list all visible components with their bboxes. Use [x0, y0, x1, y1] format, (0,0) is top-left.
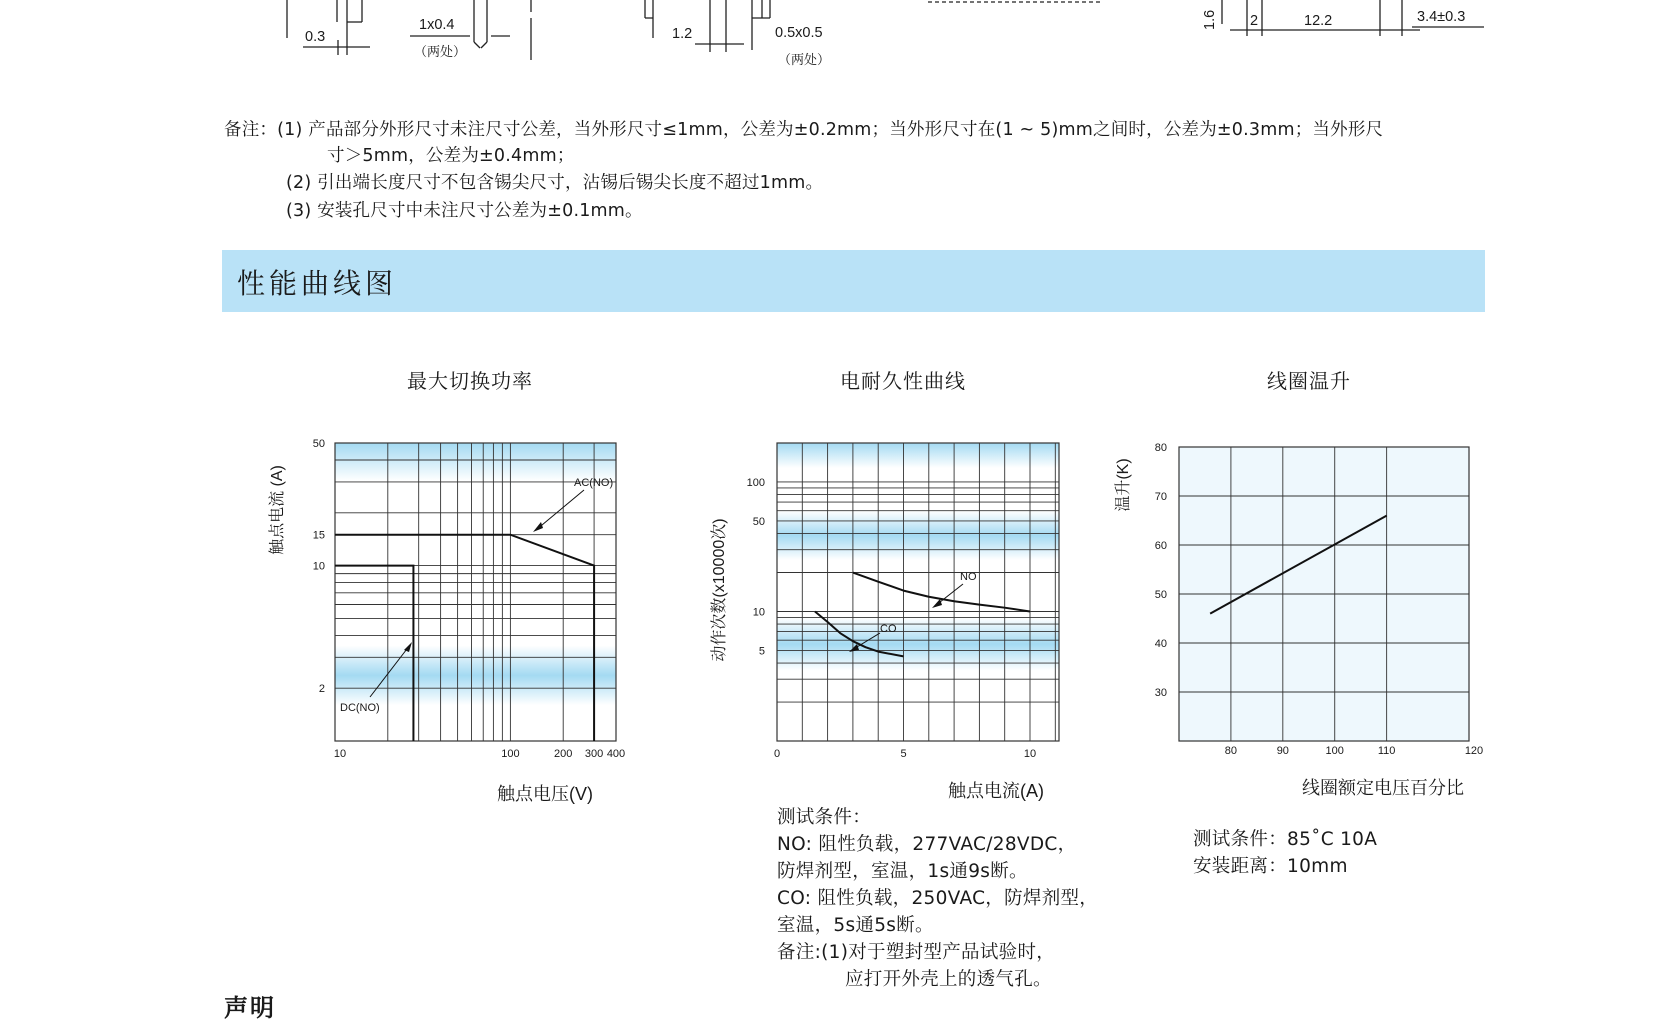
dim-two-places-2: （两处） — [778, 52, 831, 67]
chart2-xlabel: 触点电流(A) — [948, 781, 1044, 801]
chart1-x-tick: 300 — [584, 748, 604, 760]
chart3-ylabel: 温升(K) — [1115, 458, 1132, 512]
chart3-y-tick: 80 — [1154, 442, 1167, 454]
note-line-1-cont: 寸＞5mm，公差为±0.4mm； — [327, 146, 575, 166]
chart1-x-tick: 200 — [554, 748, 573, 760]
dim-12-2: 12.2 — [1304, 13, 1333, 29]
chart2-y-tick: 50 — [752, 515, 765, 528]
note-line-3: (3) 安装孔尺寸中未注尺寸公差为±0.1mm。 — [286, 201, 643, 221]
note-line-1: 备注：(1) 产品部分外形尺寸未注尺寸公差，当外形尺寸≤1mm，公差为±0.2mm；当外形尺寸在(1 ~ 5)mm之间时，公差为±0.3mm；当外形尺 — [224, 120, 1384, 140]
chart1-y-tick: 15 — [312, 529, 325, 542]
chart3-x-tick: 110 — [1377, 745, 1396, 757]
dim-two-places-1: （两处） — [414, 44, 467, 59]
chart3-y-tick: 30 — [1154, 687, 1167, 699]
chart1-y-tick: 50 — [312, 438, 325, 450]
cond2-line-3: 防焊剂型，室温，1s通9s断。 — [777, 861, 1028, 882]
chart1-y-tick: 10 — [312, 560, 325, 573]
chart2-label-no: NO — [960, 571, 977, 583]
chart1-band-top — [335, 443, 616, 481]
cond3-line-2: 安装距离：10mm — [1193, 856, 1348, 877]
chart1-xlabel: 触点电压(V) — [497, 784, 593, 804]
footer-heading-partial: 声明 — [224, 994, 276, 1022]
chart1-label-ac-no: AC(NO) — [574, 477, 614, 489]
chart3-y-tick: 50 — [1154, 589, 1167, 601]
chart3-y-tick: 60 — [1154, 540, 1167, 552]
chart1-ylabel: 触点电流 (A) — [269, 465, 286, 555]
dim-0-3: 0.3 — [305, 29, 326, 45]
dim-1-2: 1.2 — [672, 26, 693, 42]
cond2-line-1: 测试条件： — [777, 807, 872, 828]
chart2-band-mid1 — [777, 511, 1059, 560]
chart3-xlabel: 线圈额定电压百分比 — [1302, 778, 1464, 798]
chart2-y-tick: 100 — [746, 476, 765, 489]
cond2-line-5: 室温，5s通5s断。 — [777, 915, 934, 936]
chart-title-max-switching-power: 最大切换功率 — [407, 369, 533, 393]
section-title: 性能曲线图 — [237, 267, 398, 300]
chart2-x-tick: 10 — [1023, 748, 1037, 760]
chart1-band-mid — [335, 646, 616, 706]
chart2-y-tick: 10 — [752, 606, 765, 619]
chart1-y-tick: 2 — [318, 683, 325, 696]
chart-title-coil-temperature-rise: 线圈温升 — [1267, 369, 1351, 393]
chart1-x-tick: 400 — [606, 748, 626, 760]
dim-1x0-4: 1x0.4 — [419, 17, 455, 33]
note-line-2: (2) 引出端长度尺寸不包含锡尖尺寸，沾锡后锡尖长度不超过1mm。 — [286, 173, 824, 193]
chart2-y-tick: 5 — [758, 645, 765, 658]
dim-1-6: 1.6 — [1202, 9, 1218, 30]
cond2-line-4: CO: 阻性负载，250VAC，防焊剂型， — [777, 888, 1099, 909]
chart3-x-tick: 90 — [1276, 745, 1289, 757]
chart2-x-tick: 0 — [773, 748, 781, 760]
chart2-band-top — [777, 443, 1059, 468]
chart1-x-tick: 10 — [333, 748, 347, 760]
chart1-x-tick: 100 — [501, 748, 520, 760]
chart1-label-dc-no: DC(NO) — [340, 702, 380, 714]
chart3-y-tick: 70 — [1154, 491, 1167, 503]
chart2-label-co: CO — [880, 623, 897, 635]
chart3-y-tick: 40 — [1154, 638, 1167, 650]
cond2-line-7: 应打开外壳上的透气孔。 — [845, 969, 1052, 990]
dim-2: 2 — [1250, 13, 1259, 29]
dim-3-4: 3.4±0.3 — [1417, 9, 1466, 25]
chart3-x-tick: 100 — [1325, 745, 1344, 757]
chart3-x-tick: 120 — [1464, 745, 1484, 757]
chart-title-electrical-endurance: 电耐久性曲线 — [840, 369, 966, 393]
cond2-line-2: NO: 阻性负载，277VAC/28VDC， — [777, 834, 1077, 855]
chart2-x-tick: 5 — [900, 748, 907, 760]
cond3-line-1: 测试条件：85˚C 10A — [1193, 829, 1378, 850]
cond2-line-6: 备注:(1)对于塑封型产品试验时， — [777, 942, 1056, 963]
chart2-ylabel: 动作次数(x10000次) — [711, 518, 728, 662]
chart2-band-mid2 — [777, 617, 1059, 670]
chart3-x-tick: 80 — [1224, 745, 1238, 757]
dim-0-5x0-5: 0.5x0.5 — [775, 25, 823, 41]
